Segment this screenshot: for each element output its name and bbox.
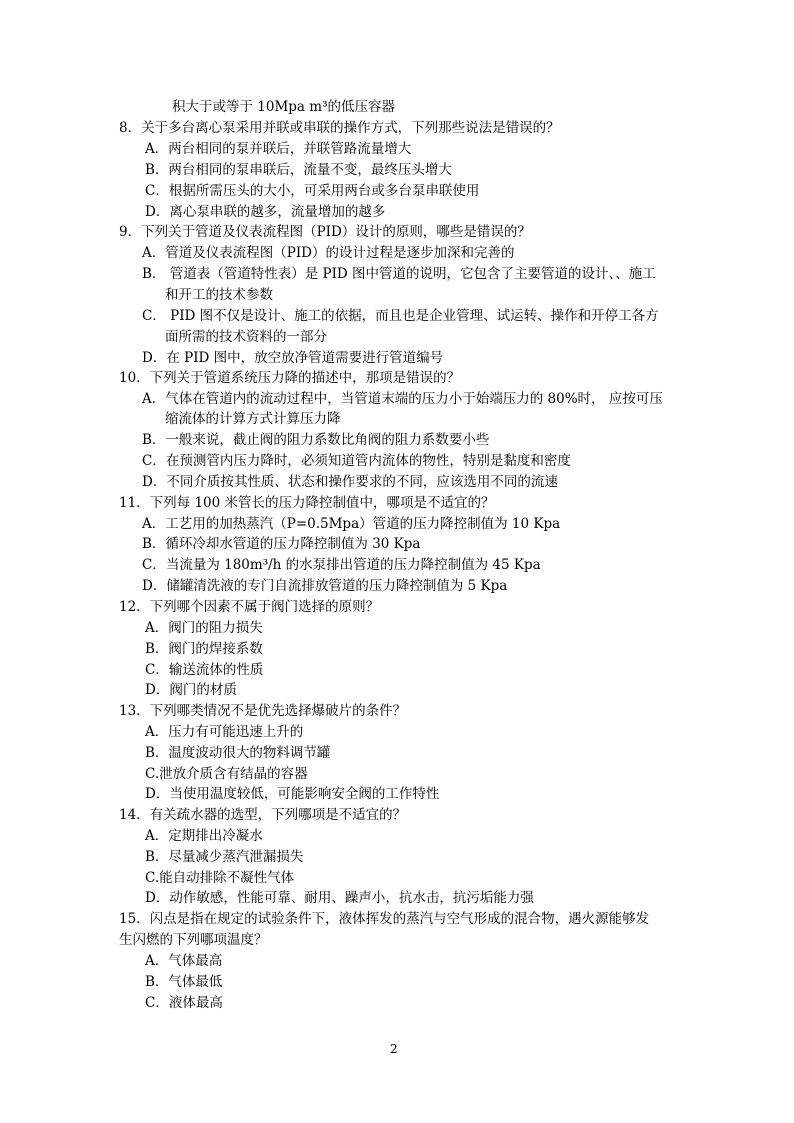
option-continuation: 面所需的技术资料的一部分 bbox=[165, 329, 327, 345]
option-c: C．液体最高 bbox=[145, 995, 223, 1011]
option-c: C．根据所需压头的大小，可采用两台或多台泵串联使用 bbox=[145, 183, 480, 199]
option-a: A．管道及仪表流程图（PID）的设计过程是逐步加深和完善的 bbox=[142, 245, 515, 261]
option-c: C.泄放介质含有结晶的容器 bbox=[145, 766, 308, 782]
option-a: A．工艺用的加热蒸汽（P=0.5Mpa）管道的压力降控制值为 10 Kpa bbox=[142, 516, 561, 532]
option-continuation: 缩流体的计算方式计算压力降 bbox=[165, 411, 341, 427]
option-b: B．气体最低 bbox=[145, 974, 223, 990]
option-b: B．温度波动很大的物料调节罐 bbox=[145, 745, 331, 761]
option-b: B．循环冷却水管道的压力降控制值为 30 Kpa bbox=[142, 536, 421, 552]
option-c: C．当流量为 180m³/h 的水泵排出管道的压力降控制值为 45 Kpa bbox=[142, 557, 541, 573]
text-line: 积大于或等于 10Mpa m³的低压容器 bbox=[172, 99, 395, 115]
question-12: 12．下列哪个因素不属于阀门选择的原则？ bbox=[119, 599, 380, 615]
option-c: C．在预测管内压力降时，必须知道管内流体的物性，特别是黏度和密度 bbox=[142, 453, 571, 469]
question-15: 15．闪点是指在规定的试验条件下，液体挥发的蒸汽与空气形成的混合物，遇火源能够发 bbox=[119, 911, 650, 927]
question-13: 13．下列哪类情况不是优先选择爆破片的条件？ bbox=[119, 703, 407, 719]
option-c: C.能自动排除不凝性气体 bbox=[145, 870, 295, 886]
question-11: 11．下列每 100 米管长的压力降控制值中，哪项是不适宜的？ bbox=[119, 495, 495, 511]
option-d: D．储罐清洗液的专门自流排放管道的压力降控制值为 5 Kpa bbox=[142, 578, 508, 594]
option-c: C． PID 图不仅是设计、施工的依据，而且也是企业管理、试运转、操作和开停工各方 bbox=[142, 308, 659, 324]
option-a: A．气体最高 bbox=[145, 953, 223, 969]
option-d: D．当使用温度较低，可能影响安全阀的工作特性 bbox=[145, 786, 440, 802]
option-a: A．气体在管道内的流动过程中，当管道末端的压力小于始端压力的 80%时， 应按可压 bbox=[142, 391, 663, 407]
option-d: D．阀门的材质 bbox=[145, 682, 237, 698]
option-b: B．一般来说，截止阀的阻力系数比角阀的阻力系数要小些 bbox=[142, 432, 490, 448]
question-8: 8．关于多台离心泵采用并联或串联的操作方式，下列那些说法是错误的？ bbox=[119, 120, 560, 136]
option-d: D．动作敏感，性能可靠、耐用、躁声小，抗水击，抗污垢能力强 bbox=[145, 890, 534, 906]
option-d: D．在 PID 图中，放空放净管道需要进行管道编号 bbox=[142, 350, 444, 366]
question-continuation: 生闪燃的下列哪项温度？ bbox=[119, 932, 268, 948]
option-c: C．输送流体的性质 bbox=[145, 662, 264, 678]
question-10: 10．下列关于管道系统压力降的描述中，那项是错误的？ bbox=[119, 370, 461, 386]
option-d: D．离心泵串联的越多，流量增加的越多 bbox=[145, 204, 386, 220]
option-b: B．两台相同的泵串联后，流量不变，最终压头增大 bbox=[145, 162, 452, 178]
option-b: B． 管道表（管道特性表）是 PID 图中管道的说明，它包含了主要管道的设计、、施工 bbox=[142, 266, 656, 282]
option-a: A．压力有可能迅速上升的 bbox=[145, 724, 304, 740]
option-a: A．阀门的阻力损失 bbox=[145, 620, 263, 636]
option-b: B．尽量减少蒸汽泄漏损失 bbox=[145, 849, 304, 865]
option-a: A．定期排出冷凝水 bbox=[145, 828, 263, 844]
option-continuation: 和开工的技术参数 bbox=[165, 287, 273, 303]
option-b: B．阀门的焊接系数 bbox=[145, 641, 263, 657]
option-a: A．两台相同的泵并联后，并联管路流量增大 bbox=[145, 141, 412, 157]
question-9: 9．下列关于管道及仪表流程图（PID）设计的原则，哪些是错误的？ bbox=[119, 224, 531, 240]
option-d: D．不同介质按其性质、状态和操作要求的不同，应该选用不同的流速 bbox=[142, 474, 558, 490]
page-number: 2 bbox=[390, 1042, 398, 1056]
question-14: 14．有关疏水器的选型，下列哪项是不适宜的？ bbox=[119, 807, 407, 823]
